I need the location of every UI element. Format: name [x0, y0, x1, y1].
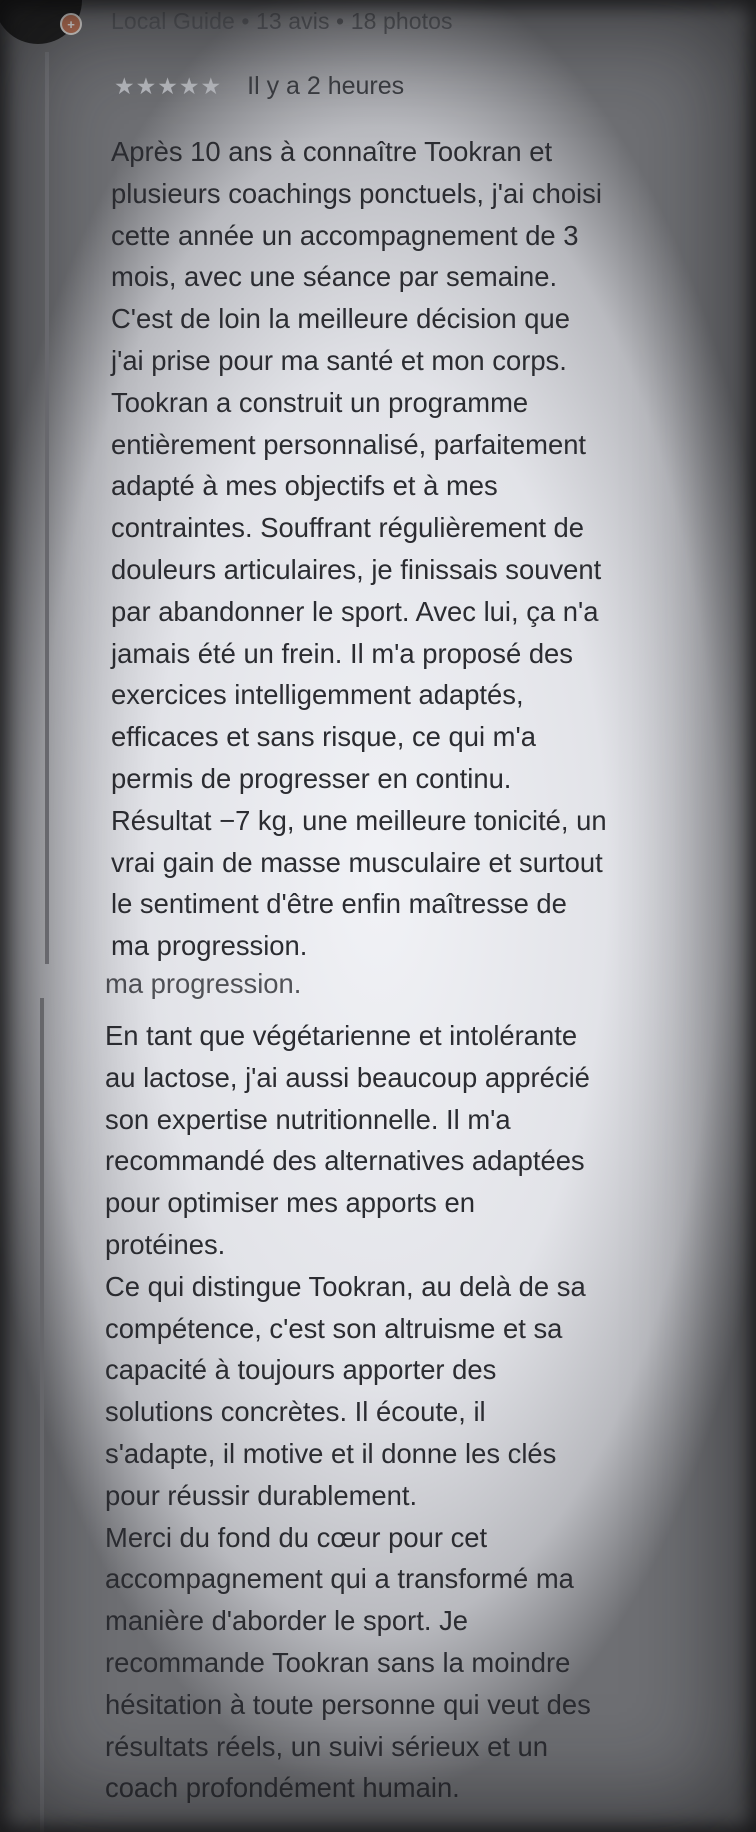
review-text-line: cette année un accompagnement de 3	[111, 219, 579, 251]
review-text-line: solutions concrètes. Il écoute, il	[105, 1396, 486, 1428]
review-text-line: Après 10 ans à connaître Tookran et	[111, 136, 553, 167]
star-icon: ★	[178, 73, 200, 99]
review-time: Il y a 2 heures	[247, 72, 405, 100]
review-text-line: recommandé des alternatives adaptées	[105, 1145, 585, 1177]
review-text-part-2	[105, 1015, 591, 1809]
review-text-line: plusieurs coachings ponctuels, j'ai choisi	[111, 177, 602, 209]
quote-bar	[45, 52, 49, 964]
review-text-line: capacité à toujours apporter des	[105, 1354, 497, 1386]
review-text-line: par abandonner le sport. Avec lui, ça n'a	[111, 595, 599, 627]
review-text-line: vrai gain de masse musculaire et surtout	[111, 846, 603, 878]
review-text-line: s'adapte, il motive et il donne les clés	[105, 1437, 557, 1469]
local-guide-badge-icon: +	[60, 13, 82, 35]
star-icon: ★	[114, 73, 135, 99]
overlap-fragment	[105, 968, 302, 999]
review-text-line: hésitation à toute personne qui veut des	[105, 1688, 591, 1720]
review-text-line: manière d'aborder le sport. Je	[105, 1605, 469, 1637]
review-text-line: efficaces et sans risque, ce qui m'a	[111, 721, 536, 753]
review-text-line: recommande Tookran sans la moindre	[105, 1646, 571, 1678]
star-rating	[114, 75, 221, 98]
review-text-line: En tant que végétarienne et intolérante	[105, 1020, 578, 1051]
review-text-part-1	[111, 131, 607, 967]
review-text-line: pour réussir durablement.	[105, 1479, 418, 1511]
overlap-fragment-text: ma progression.	[105, 968, 302, 999]
review-text-line: douleurs articulaires, je finissais souvent	[111, 553, 602, 585]
review-text-line: Tookran a construit un programme	[111, 386, 529, 418]
review-text-line: exercices intelligemment adaptés,	[111, 679, 524, 711]
review-text-line: entièrement personnalisé, parfaitement	[111, 428, 587, 460]
review-text-line: jamais été un frein. Il m'a proposé des	[111, 637, 573, 669]
review-text-line: au lactose, j'ai aussi beaucoup apprécié	[105, 1061, 590, 1093]
review-text-line: protéines.	[105, 1228, 226, 1260]
author-meta[interactable]: Local Guide • 13 avis • 18 photos	[111, 8, 453, 34]
review-text-line: son expertise nutritionnelle. Il m'a	[105, 1103, 511, 1135]
review-text-line: résultats réels, un suivi sérieux et un	[105, 1730, 549, 1762]
review-text-line: adapté à mes objectifs et à mes	[111, 470, 498, 502]
review-text-line: Résultat −7 kg, une meilleure tonicité, un	[111, 804, 607, 836]
review-text-line: contraintes. Souffrant régulièrement de	[111, 512, 585, 544]
review-text-line: pour optimiser mes apports en	[105, 1187, 475, 1219]
rating-row	[114, 72, 404, 101]
review-text-line: C'est de loin la meilleure décision que	[111, 303, 570, 335]
star-icon: ★	[200, 73, 222, 99]
star-icon: ★	[135, 73, 157, 99]
review-text-line: compétence, c'est son altruisme et sa	[105, 1312, 563, 1344]
review-text-line: j'ai prise pour ma santé et mon corps.	[111, 344, 567, 376]
review-text-line: permis de progresser en continu.	[111, 762, 512, 794]
star-icon: ★	[157, 73, 178, 99]
review-text-line: ma progression.	[111, 930, 308, 962]
review-text-line: mois, avec une séance par semaine.	[111, 261, 558, 293]
quote-bar	[40, 998, 44, 1832]
review-text-line: accompagnement qui a transformé ma	[105, 1563, 574, 1595]
review-text-line: Ce qui distingue Tookran, au delà de sa	[105, 1270, 586, 1302]
review-text-line: Merci du fond du cœur pour cet	[105, 1521, 488, 1553]
review-text-line: le sentiment d'être enfin maîtresse de	[111, 888, 567, 920]
review-text-line: coach profondément humain.	[105, 1772, 460, 1804]
